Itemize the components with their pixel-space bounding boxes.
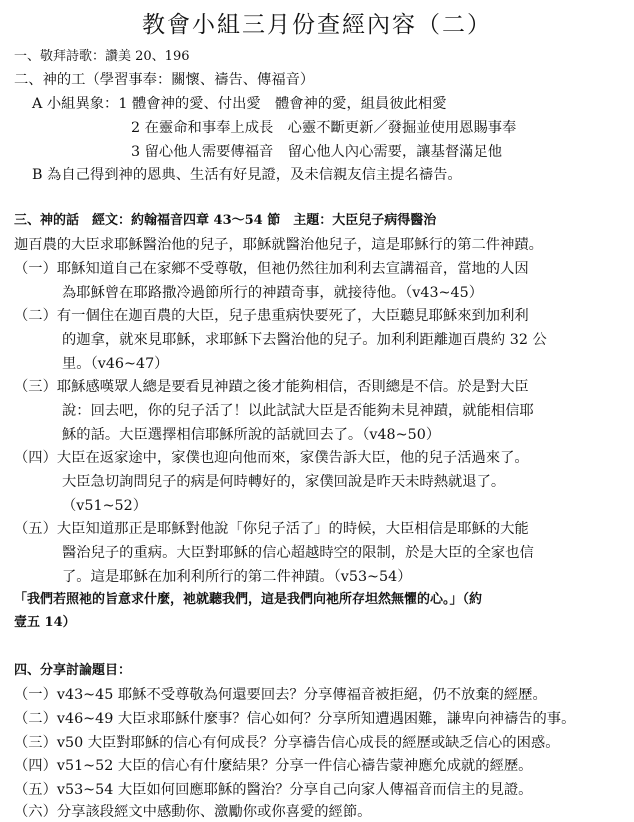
discussion-item-5: （五）v53~54 大臣如何回應耶穌的醫治？分享自己向家人傳福音而信主的見證。: [14, 782, 533, 798]
point-1-line-1: （一）耶穌知道自己在家鄉不受尊敬，但祂仍然往加利利去宣講福音，當地的人因: [14, 261, 529, 277]
prayer-item-b: B 為自己得到神的恩典、生活有好見證，及未信親友信主提名禱告。: [32, 167, 462, 183]
discussion-item-1: （一）v43~45 耶穌不受尊敬為何還要回去？分享傳福音被拒絕，仍不放棄的經歷。: [14, 687, 547, 703]
vision-item-2: 2 在靈命和事奉上成長 心靈不斷更新／發掘並使用恩賜事奉: [131, 120, 517, 136]
discussion-item-2: （二）v46~49 大臣求耶穌什麼事？信心如何？分享所知遭遇困難，謙卑向神禱告的事。: [14, 711, 576, 727]
point-4-line-1: （四）大臣在返家途中，家僕也迎向他而來，家僕告訴大臣，他的兒子活過來了。: [14, 450, 529, 466]
point-4-line-2: 大臣急切詢問兒子的病是何時轉好的，家僕回說是昨天未時熱就退了。: [62, 474, 506, 490]
point-5-line-1: （五）大臣知道那正是耶穌對他說「你兒子活了」的時候，大臣相信是耶穌的大能: [14, 521, 529, 537]
point-1-line-2: 為耶穌曾在耶路撒冷過節所行的神蹟奇事，就接待他。（v43~45）: [62, 285, 484, 301]
point-5-line-3: 了。這是耶穌在加利利所行的第二件神蹟。（v53~54）: [62, 569, 412, 585]
point-2-line-3: 里。（v46~47）: [62, 356, 169, 372]
point-3-line-2: 說：回去吧，你的兒子活了！以此試試大臣是否能夠未見神蹟，就能相信耶: [62, 403, 534, 419]
discussion-item-6: （六）分享該段經文中感動你、激勵你或你喜愛的經節。: [14, 804, 372, 820]
section-discussion: 四、分享討論題目：: [14, 663, 132, 678]
vision-item-3: 3 留心他人需要傳福音 留心他人內心需要，讓基督滿足他: [131, 144, 503, 160]
point-2-line-2: 的迦拿，就來見耶穌，求耶穌下去醫治他的兒子。加利利距離迦百農約 32 公: [62, 332, 547, 348]
point-2-line-1: （二）有一個住在迦百農的大臣，兒子患重病快要死了，大臣聽見耶穌來到加利利: [14, 308, 529, 324]
passage-intro: 迦百農的大臣求耶穌醫治他的兒子，耶穌就醫治他兒子，這是耶穌行的第二件神蹟。: [14, 237, 543, 253]
point-3-line-1: （三）耶穌感嘆眾人總是要看見神蹟之後才能夠相信，否則總是不信。於是對大臣: [14, 379, 529, 395]
point-5-line-2: 醫治兒子的重病。大臣對耶穌的信心超越時空的限制，於是大臣的全家也信: [62, 545, 534, 561]
section-worship-songs: 一、敬拜詩歌：讚美 20、196: [14, 49, 190, 64]
page-title: 教會小組三月份查經內容（二）: [142, 12, 492, 38]
verse-quote-line-2: 壹五 14）: [14, 615, 76, 630]
point-4-line-3: （v51~52）: [62, 498, 148, 514]
discussion-item-3: （三）v50 大臣對耶穌的信心有何成長？分享禱告信心成長的經歷或缺乏信心的困惑。: [14, 735, 560, 751]
section-gods-word: 三、神的話 經文：約翰福音四章 43～54 節 主題：大臣兒子病得醫治: [14, 213, 437, 228]
verse-quote-line-1: 「我們若照祂的旨意求什麼，祂就聽我們，這是我們向祂所存坦然無懼的心。」（約: [14, 592, 483, 607]
point-3-line-3: 穌的話。大臣選擇相信耶穌所說的話就回去了。（v48~50）: [62, 427, 441, 443]
discussion-item-4: （四）v51~52 大臣的信心有什麼結果？分享一件信心禱告蒙神應允成就的經歷。: [14, 758, 533, 774]
vision-item-1: A 小組異象：1 體會神的愛、付出愛 體會神的愛，組員彼此相愛: [32, 96, 447, 112]
section-gods-work: 二、神的工（學習事奉：關懷、禱告、傳福音）: [14, 72, 315, 88]
